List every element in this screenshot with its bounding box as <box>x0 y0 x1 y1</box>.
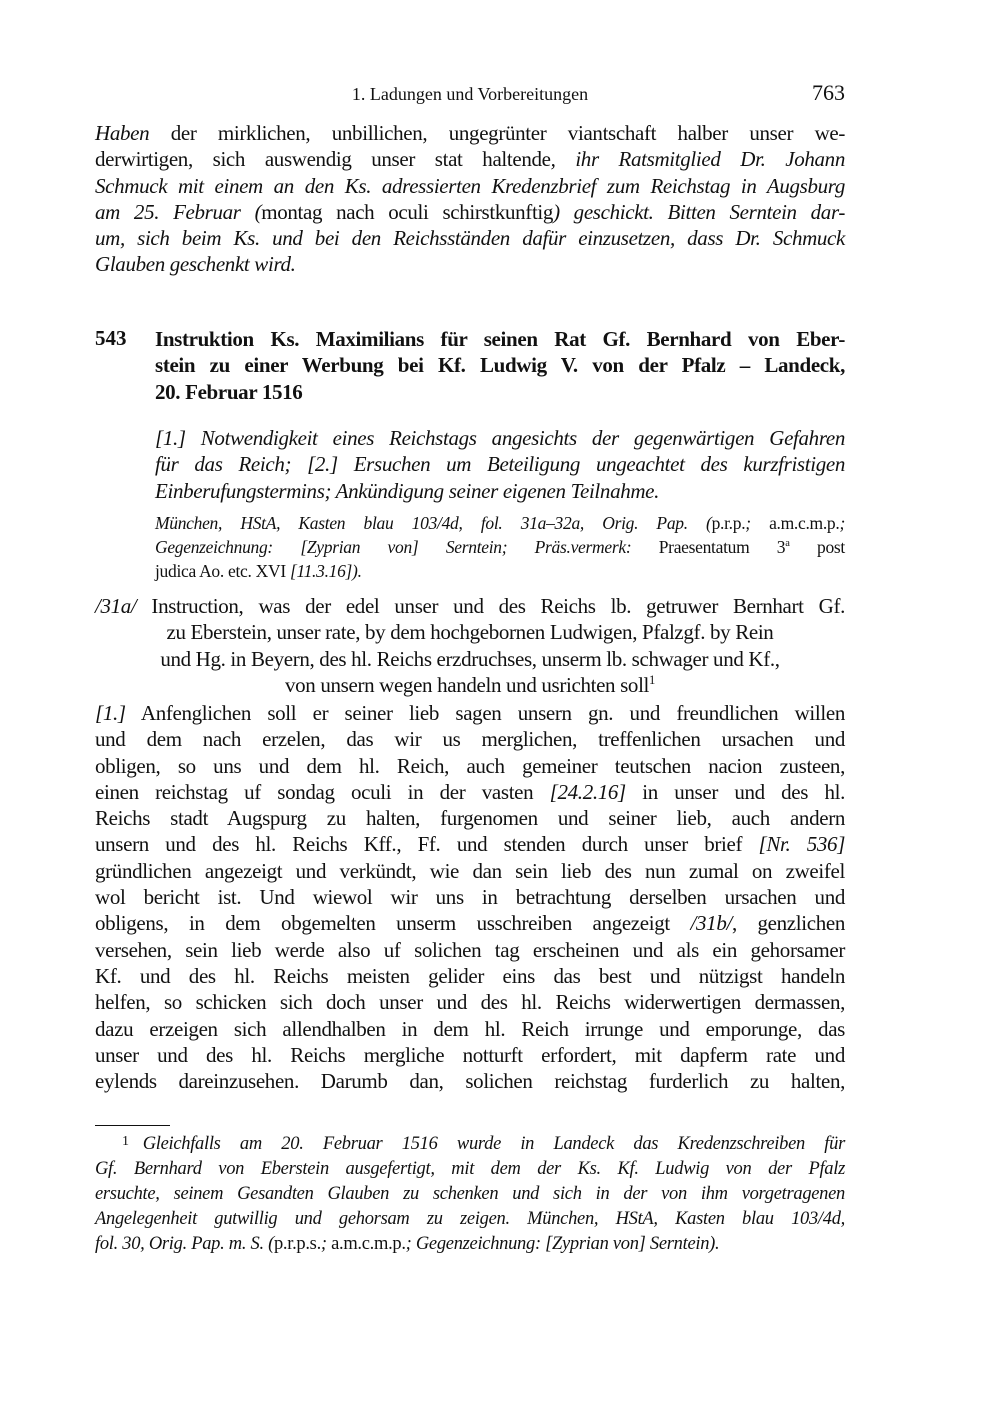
text-segment: ) geschickt. Bitten Serntein dar- <box>553 199 846 224</box>
text-segment: und Hg. in Beyern, des hl. Reichs erzdruchses, unserm lb. schwager und Kf., <box>160 646 780 671</box>
text-segment: Anfenglichen soll er seiner lieb sagen unsern gn. und freundlichen willen <box>125 701 845 725</box>
text-segment: Gf. Bernhard von Eberstein ausgefertigt, mit dem der Ks. Kf. Ludwig von der Pfalz <box>95 1159 845 1179</box>
text-segment: Kf. und des hl. Reichs meisten gelider eins das best und nützigst handeln <box>95 963 845 988</box>
text-segment: [Nr. 536] <box>758 832 846 857</box>
text-segment: derwirtigen, sich auswendig unser stat haltende <box>95 147 551 172</box>
text-segment: judica Ao. etc. XVI <box>155 561 290 581</box>
text-segment: montag nach oculi schirstkunftig <box>261 199 554 224</box>
previous-entry-regest <box>95 120 845 278</box>
text-segment: Schmuck mit einem an den Ks. adressierten Kredenzbrief zum Reichstag in Augsburg <box>95 173 845 198</box>
text-line <box>95 831 845 857</box>
entry-title <box>155 326 845 405</box>
text-line <box>95 1157 845 1182</box>
footnote <box>95 1129 845 1257</box>
text-segment: Gleichfalls am 20. Februar 1516 wurde in Landeck das Kredenzschreiben für <box>142 1134 845 1154</box>
text-line <box>95 146 845 172</box>
text-line <box>95 173 845 199</box>
text-line <box>95 120 845 146</box>
text-segment: [24.2.16] <box>549 779 626 804</box>
text-segment: Praesentatum 3 <box>658 537 786 557</box>
text-line <box>95 1207 845 1232</box>
document-text <box>95 700 845 1094</box>
text-line <box>95 1016 845 1042</box>
text-segment: einen reichstag uf sondag oculi in der vasten <box>95 779 550 804</box>
text-segment: ; <box>320 1234 332 1254</box>
text-line <box>95 726 845 752</box>
footnote-rule <box>95 1125 170 1126</box>
text-segment: gründlichen angezeigt und verkündt, wie dan sein lieb des nun zumal on zweifel <box>95 858 845 883</box>
text-segment: versehen, sein lieb werde also uf solichen tag erscheinen und als ein gehorsamer <box>95 937 845 962</box>
footnote-number: 1 <box>122 1134 129 1149</box>
text-line <box>95 1232 845 1257</box>
text-segment: Einberufungstermins; Ankündigung seiner eigenen Teilnahme. <box>155 478 660 503</box>
text-segment: stein zu einer Werbung bei Kf. Ludwig V. von der Pfalz – Landeck, <box>155 353 845 378</box>
text-segment: Haben <box>95 121 150 145</box>
text-line <box>95 672 845 698</box>
text-line <box>95 199 845 225</box>
superscript: 1 <box>649 672 655 687</box>
text-line <box>155 326 845 352</box>
text-line <box>95 779 845 805</box>
text-line <box>95 646 845 672</box>
text-segment: um, sich beim Ks. und bei den Reichsständen dafür einzusetzen, dass Dr. Schmuck <box>95 226 845 251</box>
text-segment: der mirklichen, unbillichen, ungegrünter viantschaft halber unser we- <box>149 121 845 145</box>
text-line <box>95 700 845 726</box>
text-segment: wol bericht ist. Und wiewol wir uns in betrachtung derselben ursachen und <box>95 885 845 910</box>
text-segment: ; Gegenzeichnung: [Zyprian von] Serntein). <box>405 1234 720 1254</box>
text-line <box>95 1042 845 1068</box>
text-segment: Gegenzeichnung: [Zyprian von] Serntein; Präs.vermerk: <box>155 537 659 557</box>
text-segment: obligens, in dem obgemelten unserm usschreiben angezeigt <box>95 911 691 936</box>
text-segment: a.m.c.m.p. <box>331 1234 406 1254</box>
text-segment: [11.3.16]). <box>289 561 362 581</box>
text-line <box>95 989 845 1015</box>
running-title: 1. Ladungen und Vorbereitungen <box>351 84 589 104</box>
text-segment: von unsern wegen handeln und usrichten soll <box>285 672 650 697</box>
entry-number: 543 <box>95 326 127 350</box>
text-line <box>95 1068 845 1094</box>
text-line <box>95 884 845 910</box>
page-header <box>95 80 845 108</box>
text-segment: ; <box>745 513 770 533</box>
text-line <box>155 425 845 451</box>
text-line <box>95 963 845 989</box>
text-segment: dazu erzeigen sich allendhalben in dem hl. Reich irrunge und emporunge, das <box>95 1016 845 1041</box>
text-line <box>95 937 845 963</box>
text-line <box>95 1182 845 1207</box>
text-segment: , ihr Ratsmitglied Dr. Johann <box>550 147 845 172</box>
text-line <box>155 478 845 504</box>
text-segment: am 25. Februar ( <box>95 199 262 224</box>
text-line <box>95 251 845 277</box>
text-segment: in unser und des hl. <box>625 779 845 804</box>
text-segment: Angelegenheit gutwillig und gehorsam zu zeigen. München, HStA, Kasten blau 103/4d, <box>95 1209 845 1229</box>
text-line <box>95 858 845 884</box>
text-segment: p.r.p. <box>711 513 746 533</box>
text-segment: /31a/ <box>95 594 137 618</box>
text-segment: eylends dareinzusehen. Darumb dan, solichen reichstag furderlich zu halten, <box>95 1069 845 1094</box>
text-segment: , genzlichen <box>731 911 845 936</box>
text-segment: Instruktion Ks. Maximilians für seinen Rat Gf. Bernhard von Eber- <box>155 327 845 351</box>
text-segment: München, HStA, Kasten blau 103/4d, fol. 31a–32a, Orig. Pap. ( <box>155 513 712 533</box>
text-segment: [1.] <box>95 701 126 725</box>
superscript: a <box>785 538 790 550</box>
text-segment: für das Reich; [2.] Ersuchen um Beteiligung ungeachtet des kurzfristigen <box>155 452 845 477</box>
text-segment: obligen, so uns und dem hl. Reich, auch gemeiner teutschen nacion zusteen, <box>95 753 845 778</box>
text-segment: [1.] Notwendigkeit eines Reichstags angesichts der gegenwärtigen Gefahren <box>155 426 845 450</box>
text-line <box>155 535 845 559</box>
entry-summary <box>155 425 845 504</box>
text-segment: 20. Februar 1516 <box>155 379 303 404</box>
text-line <box>155 511 845 535</box>
text-segment: Reichs stadt Augspurg zu halten, furgenomen und seiner lieb, auch andern <box>95 806 845 831</box>
text-line <box>95 619 845 645</box>
text-line <box>155 379 845 405</box>
text-segment: und dem nach erzelen, das wir us merglichen, treffenlichen ursachen und <box>95 727 845 752</box>
text-segment: Glauben geschenkt wird. <box>95 252 296 277</box>
source-note <box>155 511 845 583</box>
text-line <box>155 451 845 477</box>
text-line <box>95 753 845 779</box>
text-line <box>95 910 845 936</box>
page-number: 763 <box>812 80 845 105</box>
text-line <box>95 225 845 251</box>
text-line <box>95 1129 845 1157</box>
text-line <box>155 559 845 583</box>
text-segment: p.r.p.s. <box>273 1234 321 1254</box>
text-segment: /31b/ <box>690 911 732 936</box>
text-segment: unsern und des hl. Reichs Kff., Ff. und stenden durch unser brief <box>95 832 759 857</box>
text-segment: post <box>789 537 845 557</box>
text-line <box>95 805 845 831</box>
text-segment: ersuchte, seinem Gesandten Glauben zu schenken und sich in der von ihm vorgetragenen <box>95 1184 845 1204</box>
instruction-heading <box>95 593 845 698</box>
text-segment: Instruction, was der edel unser und des Reichs lb. getruwer Bernhart Gf. <box>136 594 845 618</box>
text-segment: unser und des hl. Reichs mergliche notturft erfordert, mit dapferm rate und <box>95 1042 845 1067</box>
text-segment: ; <box>839 513 845 533</box>
text-segment: zu Eberstein, unser rate, by dem hochgebornen Ludwigen, Pfalzgf. by Rein <box>166 620 774 645</box>
text-line <box>95 593 845 619</box>
text-segment: helfen, so schicken sich doch unser und des hl. Reichs widerwertigen dermassen, <box>95 990 845 1015</box>
text-segment: fol. 30, Orig. Pap. m. S. ( <box>95 1234 274 1254</box>
text-line <box>155 352 845 378</box>
text-segment: a.m.c.m.p. <box>769 513 840 533</box>
